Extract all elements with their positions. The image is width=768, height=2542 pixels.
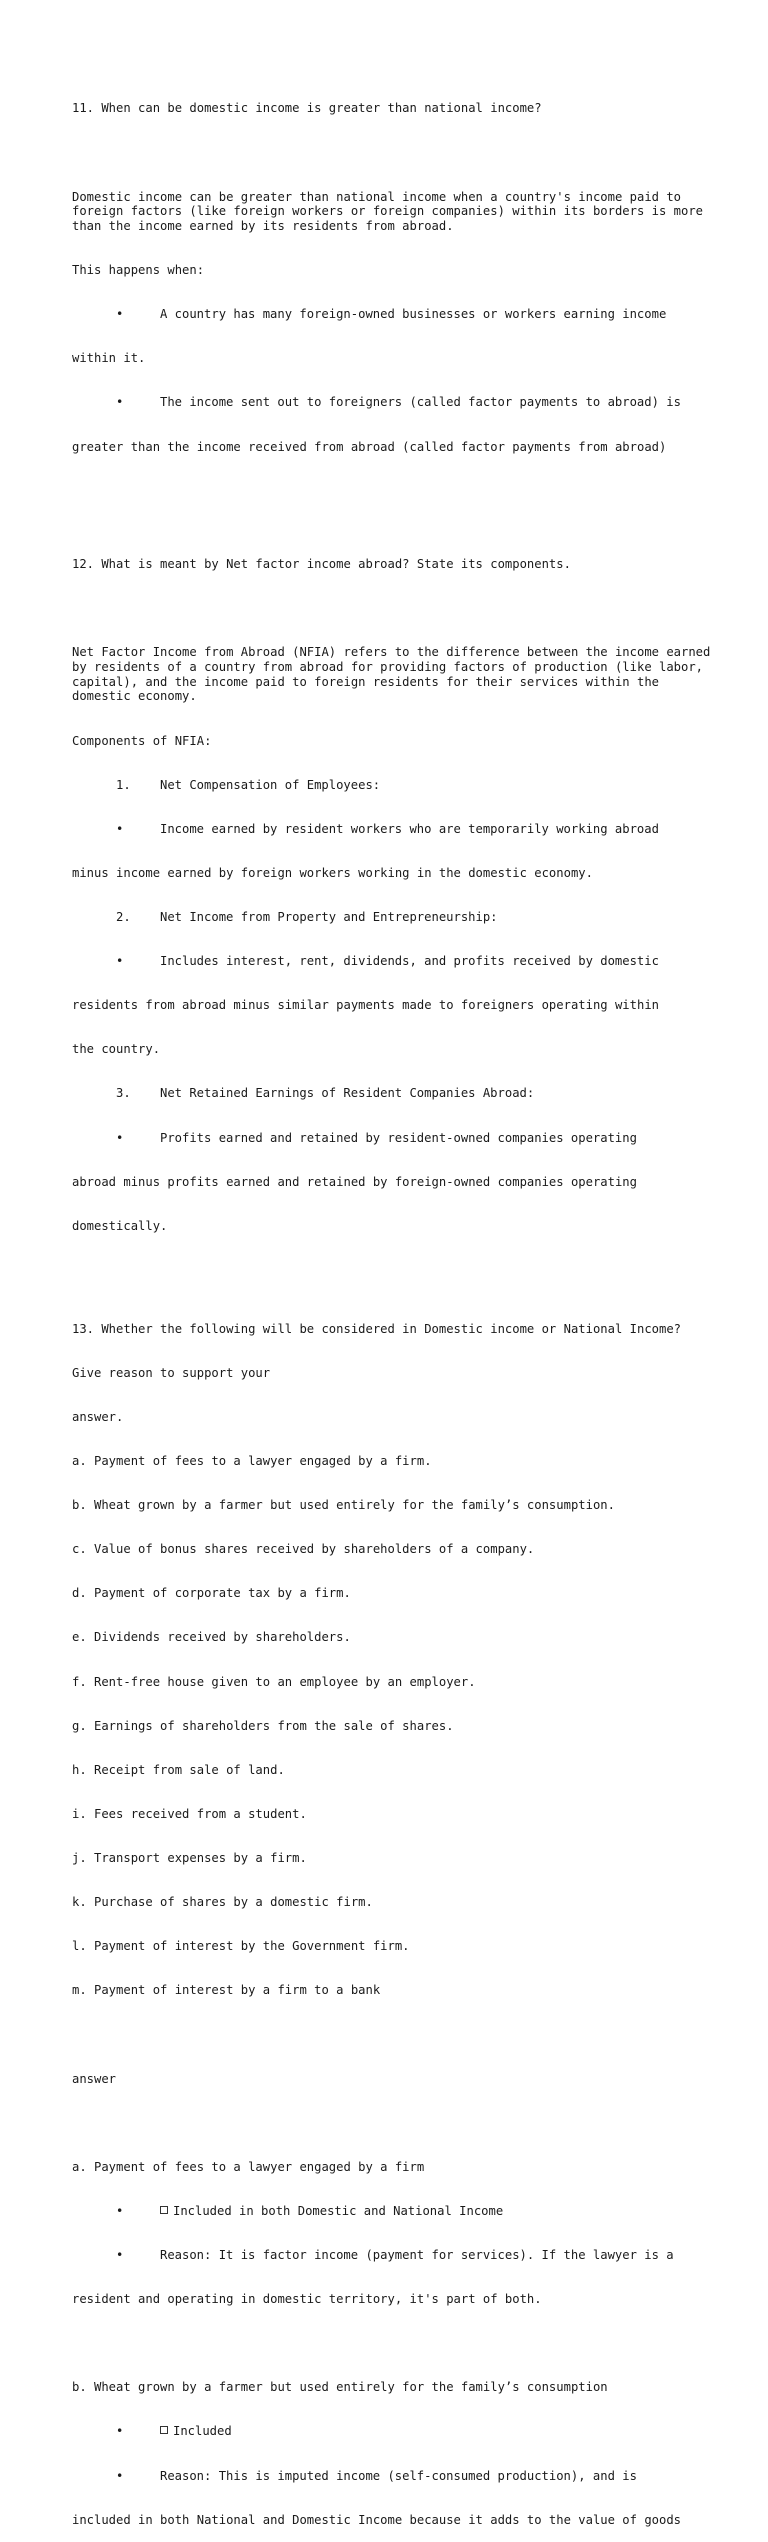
list-item: d. Payment of corporate tax by a firm. bbox=[72, 1586, 351, 1601]
bullet-icon: • bbox=[116, 2468, 124, 2483]
checkbox-icon bbox=[160, 2426, 168, 2434]
bullet-icon: • bbox=[116, 954, 124, 969]
q12-component-2-bullet-cont: the country. bbox=[72, 1042, 161, 1057]
list-item: g. Earnings of shareholders from the sale of shares. bbox=[72, 1718, 454, 1733]
checkbox-icon bbox=[160, 2206, 168, 2214]
q12-component-1-bullet: • Income earned by resident workers who are temporarily working abroad bbox=[116, 821, 659, 836]
q12-component-3-bullet-cont: domestically. bbox=[72, 1218, 168, 1233]
q11-when: This happens when: bbox=[72, 263, 205, 278]
q12-paragraph: Net Factor Income from Abroad (NFIA) refers to the difference between the income earned by residents of a country from abroad for providing factors of production (like labor, capital), and the income paid to foreign residents for their services within the domestic economy. bbox=[72, 645, 718, 704]
bullet-icon: • bbox=[116, 395, 124, 410]
q11-bullet-1-cont: within it. bbox=[72, 351, 146, 366]
list-item: c. Value of bonus shares received by shareholders of a company. bbox=[72, 1542, 535, 1557]
q11-paragraph: Domestic income can be greater than national income when a country's income paid to foreign factors (like foreign workers or foreign companies) within its borders is more than the income earned by its residents from abroad. bbox=[72, 189, 711, 234]
answer-a-bullet-2: • Reason: It is factor income (payment for services). If the lawyer is a bbox=[116, 2247, 674, 2262]
q12-heading: 12. What is meant by Net factor income abroad? State its components. bbox=[72, 557, 571, 572]
q12-component-1-bullet-cont: minus income earned by foreign workers working in the domestic economy. bbox=[72, 865, 593, 880]
answer-label: answer bbox=[72, 2071, 117, 2086]
bullet-icon: • bbox=[116, 307, 124, 322]
q13-heading-cont: Give reason to support your bbox=[72, 1365, 271, 1380]
bullet-icon: • bbox=[116, 1130, 124, 1145]
list-item: a. Payment of fees to a lawyer engaged by a firm. bbox=[72, 1454, 432, 1469]
answer-a-heading: a. Payment of fees to a lawyer engaged by a firm bbox=[72, 2159, 425, 2174]
q11-bullet-2-cont: greater than the income received from abroad (called factor payments from abroad) bbox=[72, 439, 667, 454]
answer-a-bullet-2-cont: resident and operating in domestic territory, it's part of both. bbox=[72, 2292, 542, 2307]
list-item: i. Fees received from a student. bbox=[72, 1806, 307, 1821]
q12-component-2: 2. Net Income from Property and Entrepreneurship: bbox=[116, 910, 498, 925]
q11-bullet-1: • A country has many foreign-owned businesses or workers earning income bbox=[116, 307, 667, 322]
document-page bbox=[72, 72, 718, 2542]
q12-component-2-bullet: • Includes interest, rent, dividends, and profits received by domestic bbox=[116, 954, 659, 969]
answer-b-bullet-2: • Reason: This is imputed income (self-consumed production), and is bbox=[116, 2468, 637, 2483]
q11-bullet-2: • The income sent out to foreigners (called factor payments to abroad) is bbox=[116, 395, 681, 410]
q13-heading-cont: answer. bbox=[72, 1409, 124, 1424]
list-item: k. Purchase of shares by a domestic firm. bbox=[72, 1895, 373, 1910]
list-item: m. Payment of interest by a firm to a bank bbox=[72, 1983, 381, 1998]
q12-component-2-bullet-cont: residents from abroad minus similar payments made to foreigners operating within bbox=[72, 998, 659, 1013]
answer-b-bullet-2-cont: included in both National and Domestic Income because it adds to the value of goods bbox=[72, 2512, 682, 2527]
q12-component-3: 3. Net Retained Earnings of Resident Companies Abroad: bbox=[116, 1086, 535, 1101]
q12-component-3-bullet: • Profits earned and retained by resident-owned companies operating bbox=[116, 1130, 637, 1145]
q11-heading: 11. When can be domestic income is greater than national income? bbox=[72, 101, 542, 116]
list-item: j. Transport expenses by a firm. bbox=[72, 1851, 307, 1866]
q13-heading: 13. Whether the following will be considered in Domestic income or National Income? bbox=[72, 1321, 682, 1336]
answer-b-heading: b. Wheat grown by a farmer but used entirely for the family’s consumption bbox=[72, 2380, 608, 2395]
answer-b-bullet-1: • Included bbox=[116, 2424, 232, 2439]
bullet-icon: • bbox=[116, 2424, 124, 2439]
list-item: e. Dividends received by shareholders. bbox=[72, 1630, 351, 1645]
bullet-icon: • bbox=[116, 821, 124, 836]
q12-component-3-bullet-cont: abroad minus profits earned and retained by foreign-owned companies operating bbox=[72, 1174, 637, 1189]
answer-a-bullet-1: • Included in both Domestic and National Income bbox=[116, 2203, 504, 2218]
list-item: b. Wheat grown by a farmer but used entirely for the family’s consumption. bbox=[72, 1498, 615, 1513]
q12-component-1: 1. Net Compensation of Employees: bbox=[116, 777, 381, 792]
bullet-icon: • bbox=[116, 2203, 124, 2218]
bullet-icon: • bbox=[116, 2247, 124, 2262]
list-item: l. Payment of interest by the Government firm. bbox=[72, 1939, 410, 1954]
list-item: f. Rent-free house given to an employee by an employer. bbox=[72, 1674, 476, 1689]
q12-components-label: Components of NFIA: bbox=[72, 733, 212, 748]
list-item: h. Receipt from sale of land. bbox=[72, 1762, 285, 1777]
